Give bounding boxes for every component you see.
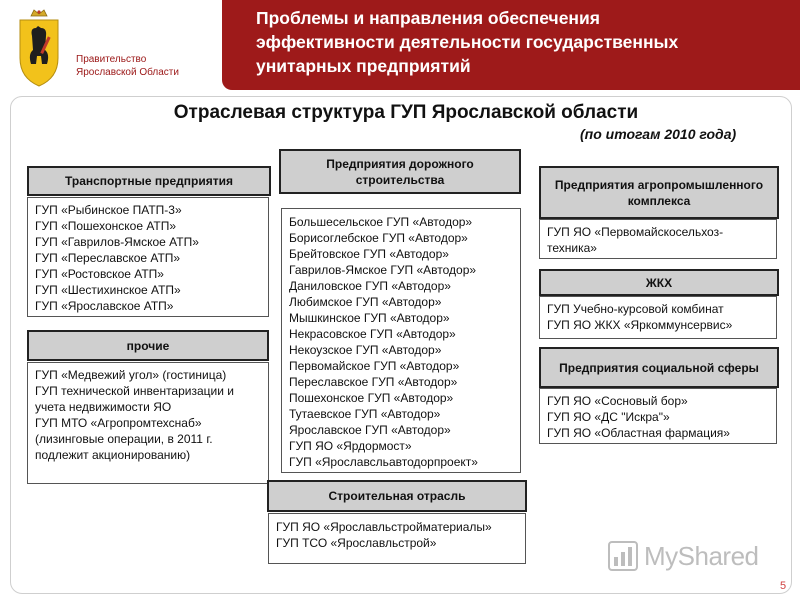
list-item: ГУП ЯО ЖКХ «Яркоммунсервис» [547,318,733,332]
social-header: Предприятия социальной сферы [539,347,779,388]
list-item: ГУП «Гаврилов-Ямское АТП» [35,235,199,249]
list-item: Большесельское ГУП «Автодор» [289,215,473,229]
list-item: ГУП «Ярославсльавтодорпроект» [289,455,478,469]
slide-title-line-2: эффективности деятельности государственных [256,32,679,52]
list-item: ГУП МТО «Агропромтехснаб» (лизинговые операции, в 2011 г. подлежит акционированию) [35,416,213,462]
agro-header: Предприятия агропромышленного комплекса [539,166,779,219]
slide-title-line-1: Проблемы и направления обеспечения [256,8,600,28]
list-item: Тутаевское ГУП «Автодор» [289,407,441,421]
list-item: Гаврилов-Ямское ГУП «Автодор» [289,263,477,277]
organization-name [76,53,179,79]
slide-title-line-3: унитарных предприятий [256,56,471,76]
list-item: ГУП «Шестихинское АТП» [35,283,181,297]
housing-header: ЖКХ [539,269,779,296]
transport-list [27,197,269,317]
organization-line-1: Правительство [76,54,147,65]
other-header: прочие [27,330,269,361]
list-item: ГУП «Ростовское АТП» [35,267,164,281]
other-list [27,362,269,484]
list-item: Борисоглебское ГУП «Автодор» [289,231,468,245]
list-item: Первомайское ГУП «Автодор» [289,359,460,373]
list-item: Брейтовское ГУП «Автодор» [289,247,449,261]
list-item: Даниловское ГУП «Автодор» [289,279,451,293]
list-item: Ярославское ГУП «Автодор» [289,423,451,437]
list-item: ГУП ТСО «Ярославльстрой» [276,536,437,550]
road-header: Предприятия дорожного строительства [279,149,521,194]
watermark-logo [608,538,768,574]
list-item: ГУП «Пошехонское АТП» [35,219,177,233]
construction-list [268,513,526,564]
agro-list [539,219,777,259]
list-item: ГУП «Медвежий угол» (гостиница) [35,368,227,382]
watermark-text: MyShared [644,540,759,571]
housing-list [539,296,777,339]
list-item: ГУП ЯО «Ярдормост» [289,439,412,453]
page-number: 5 [780,580,787,592]
list-item: ГУП ЯО «Областная фармация» [547,426,730,440]
list-item: Переславское ГУП «Автодор» [289,375,458,389]
list-item: Некоузское ГУП «Автодор» [289,343,442,357]
list-item: Любимское ГУП «Автодор» [289,295,442,309]
list-item: ГУП ЯО «Ярославльстройматериалы» [276,520,492,534]
list-item: ГУП ЯО «Первомайскосельхоз-техника» [547,225,724,255]
list-item: Пошехонское ГУП «Автодор» [289,391,454,405]
slide-title [256,6,796,78]
coat-of-arms-icon [14,6,64,88]
chart-icon [608,541,638,571]
construction-header: Строительная отрасль [267,480,527,512]
list-item: ГУП «Ярославское АТП» [35,299,174,313]
transport-header: Транспортные предприятия [27,166,271,196]
social-list [539,388,777,444]
list-item: ГУП технической инвентаризации и учета недвижимости ЯО [35,384,234,414]
subtitle: (по итогам 2010 года) [580,126,737,142]
list-item: ГУП «Рыбинское ПАТП-3» [35,203,182,217]
list-item: ГУП ЯО «Сосновый бор» [547,394,688,408]
list-item: ГУП Учебно-курсовой комбинат [547,302,724,316]
list-item: ГУП «Переславское АТП» [35,251,181,265]
organization-line-2: Ярославской Области [76,67,179,78]
list-item: Мышкинское ГУП «Автодор» [289,311,450,325]
road-list [281,208,521,473]
main-title: Отраслевая структура ГУП Ярославской области [173,102,639,123]
list-item: ГУП ЯО «ДС "Искра"» [547,410,670,424]
list-item: Некрасовское ГУП «Автодор» [289,327,456,341]
